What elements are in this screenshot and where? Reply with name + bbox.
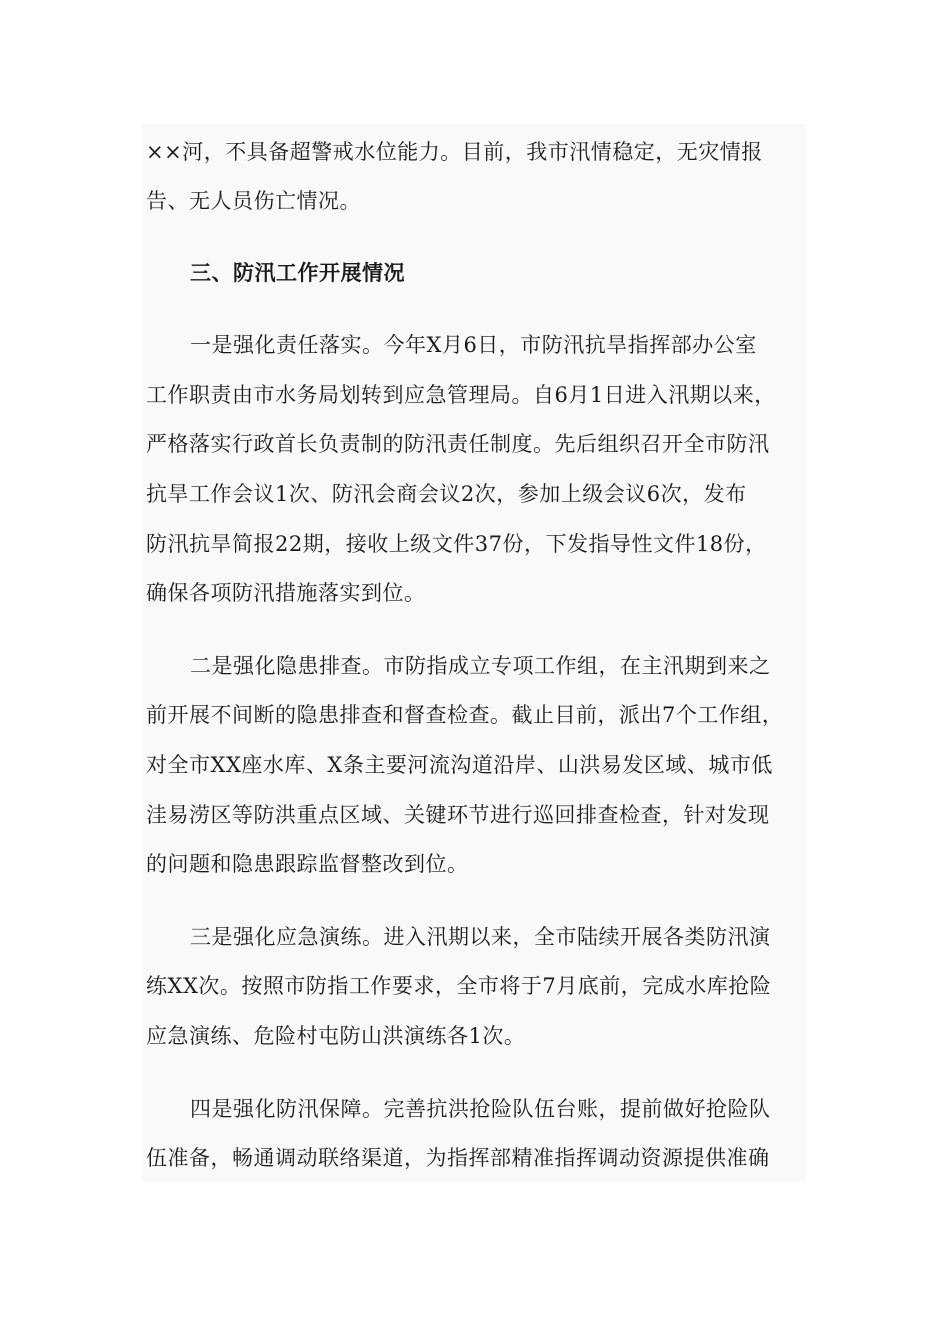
text-line: 工作职责由市水务局划转到应急管理局。自6月1日进入汛期以来，	[146, 383, 776, 407]
text-line: 的问题和隐患跟踪监督整改到位。	[146, 852, 469, 876]
text-line: 对全市XX座水库、X条主要河流沟道沿岸、山洪易发区域、城市低	[146, 753, 773, 777]
text-line: 前开展不间断的隐患排查和督查检查。截止目前，派出7个工作组，	[146, 703, 784, 727]
text-line: 防汛抗旱简报22期，接收上级文件37份，下发指导性文件18份，	[146, 532, 767, 556]
text-line: 伍准备，畅通调动联络渠道，为指挥部精准指挥调动资源提供准确	[146, 1146, 770, 1170]
text-line: ××河，不具备超警戒水位能力。目前，我市汛情稳定，无灾情报	[146, 140, 763, 164]
text-line: 二是强化隐患排查。市防指成立专项工作组，在主汛期到来之	[190, 654, 771, 678]
text-line: 洼易涝区等防洪重点区域、关键环节进行巡回排查检查，针对发现	[146, 803, 770, 827]
text-line: 严格落实行政首长负责制的防汛责任制度。先后组织召开全市防汛	[146, 432, 770, 456]
text-line: 抗旱工作会议1次、防汛会商会议2次，参加上级会议6次，发布	[146, 482, 747, 506]
text-line: 练XX次。按照市防指工作要求，全市将于7月底前，完成水库抢险	[146, 974, 772, 998]
text-line: 一是强化责任落实。今年X月6日，市防汛抗旱指挥部办公室	[190, 333, 757, 357]
text-line: 告、无人员伤亡情况。	[146, 189, 361, 213]
text-line: 确保各项防汛措施落实到位。	[146, 581, 426, 605]
text-line: 三是强化应急演练。进入汛期以来，全市陆续开展各类防汛演	[190, 925, 771, 949]
text-line: 四是强化防汛保障。完善抗洪抢险队伍台账，提前做好抢险队	[190, 1097, 771, 1121]
text-line: 应急演练、危险村屯防山洪演练各1次。	[146, 1024, 526, 1048]
section-heading: 三、防汛工作开展情况	[190, 260, 405, 285]
